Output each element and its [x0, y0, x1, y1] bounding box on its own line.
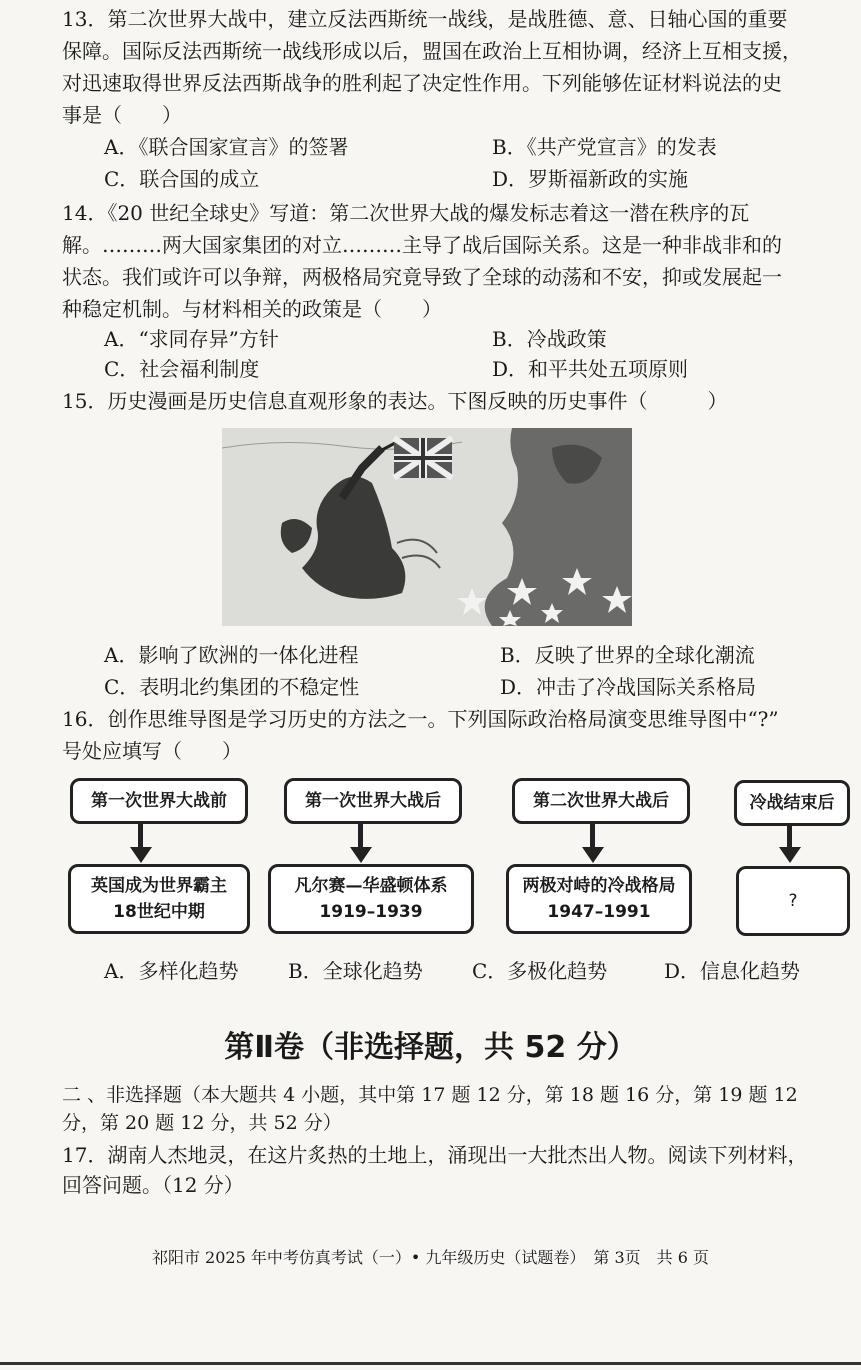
mindmap-arrow-3 [590, 821, 595, 849]
mindmap-top-label-3: 第二次世界大战后 [533, 791, 669, 811]
q14-option-c: C．社会福利制度 [104, 357, 260, 381]
bottom-border [0, 1362, 861, 1365]
mindmap-bottom-box-3 [506, 864, 692, 934]
q17-line-1: 17．湖南人杰地灵，在这片炙热的土地上，涌现出一大批杰出人物。阅读下列材料， [62, 1143, 808, 1167]
mindmap-bottom-box-2 [268, 864, 474, 934]
mindmap-bottom-label-2a: 凡尔赛—华盛顿体系 [294, 876, 448, 896]
q13-line-2: 保障。国际反法西斯统一战线形成以后，盟国在政治上互相协调，经济上互相支援， [62, 39, 802, 63]
q13-option-b: B．《共产党宣言》的发表 [492, 135, 717, 159]
mindmap-bottom-label-3b: 1947–1991 [547, 902, 651, 922]
section-2-intro-line-1: 二 、非选择题（本大题共 4 小题，其中第 17 题 12 分，第 18 题 16 分，第 19 题 12 [62, 1084, 798, 1106]
brexit-cartoon-image [222, 428, 632, 626]
q15-option-b: B．反映了世界的全球化潮流 [500, 643, 755, 667]
mindmap-unknown-label: ? [788, 891, 798, 911]
mindmap-arrowhead-1 [130, 847, 152, 863]
mindmap-top-label-4: 冷战结束后 [749, 793, 835, 813]
mindmap-top-label-2: 第一次世界大战后 [305, 791, 441, 811]
q15-option-c: C．表明北约集团的不稳定性 [104, 675, 360, 699]
q13-line-4: 事是（ ） [62, 103, 182, 127]
mindmap-arrow-1 [138, 821, 143, 849]
mindmap-arrow-2 [358, 821, 363, 849]
mindmap-top-box-1 [70, 778, 248, 824]
mindmap-bottom-label-1a: 英国成为世界霸主 [91, 876, 227, 896]
q14-line-1: 14．《20 世纪全球史》写道：第二次世界大战的爆发标志着这一潜在秩序的瓦 [62, 201, 750, 225]
q13-line-3: 对迅速取得世界反法西斯战争的胜利起了决定性作用。下列能够佐证材料说法的史 [62, 71, 782, 95]
cartoon-drawing [222, 428, 632, 626]
q15-line-1: 15．历史漫画是历史信息直观形象的表达。下图反映的历史事件（ ） [62, 389, 728, 413]
mindmap-arrowhead-3 [582, 847, 604, 863]
q16-option-a: A．多样化趋势 [104, 959, 239, 983]
section-2-title: 第Ⅱ卷（非选择题，共 52 分） [224, 1030, 637, 1065]
q14-line-3: 状态。我们或许可以争辩，两极格局究竟导致了全球的动荡和不安，抑或发展起一 [62, 265, 782, 289]
q16-line-1: 16．创作思维导图是学习历史的方法之一。下列国际政治格局演变思维导图中“?” [62, 707, 779, 731]
q15-option-a: A．影响了欧洲的一体化进程 [104, 643, 359, 667]
mindmap-bottom-label-1b: 18世纪中期 [113, 902, 205, 922]
mindmap-top-box-3 [512, 778, 690, 824]
mindmap-bottom-label-2b: 1919–1939 [319, 902, 423, 922]
mindmap-top-label-1: 第一次世界大战前 [91, 791, 227, 811]
mindmap-arrow-4 [787, 823, 792, 849]
q14-option-d: D．和平共处五项原则 [492, 357, 689, 381]
mindmap-top-box-2 [284, 778, 462, 824]
mindmap-bottom-label-3a: 两极对峙的冷战格局 [522, 876, 676, 896]
q16-line-2: 号处应填写（ ） [62, 739, 242, 763]
q13-option-a: A．《联合国家宣言》的签署 [104, 135, 349, 159]
q16-option-b: B．全球化趋势 [288, 959, 423, 983]
q14-option-b: B．冷战政策 [492, 327, 607, 351]
q14-line-4: 种稳定机制。与材料相关的政策是（ ） [62, 297, 442, 321]
q13-option-d: D．罗斯福新政的实施 [492, 167, 689, 191]
q14-line-2: 解。………两大国家集团的对立………主导了战后国际关系。这是一种非战非和的 [62, 233, 782, 257]
mindmap-bottom-box-4 [736, 866, 850, 936]
section-2-intro-line-2: 分，第 20 题 12 分，共 52 分） [62, 1112, 342, 1134]
q14-option-a: A．“求同存异”方针 [104, 327, 279, 351]
page-footer: 祁阳市 2025 年中考仿真考试（一）• 九年级历史（试题卷） 第 3页 共 6 页 [151, 1248, 710, 1267]
mindmap-arrowhead-4 [779, 847, 801, 863]
q13-option-c: C．联合国的成立 [104, 167, 260, 191]
mindmap-bottom-box-1 [68, 864, 250, 934]
q17-line-2: 回答问题。（12 分） [62, 1173, 244, 1197]
q13-line-1: 13．第二次世界大战中，建立反法西斯统一战线，是战胜德、意、日轴心国的重要 [62, 7, 788, 31]
q16-option-c: C．多极化趋势 [472, 959, 608, 983]
mindmap-top-box-4 [734, 780, 850, 826]
q15-option-d: D．冲击了冷战国际关系格局 [500, 675, 757, 699]
q16-option-d: D．信息化趋势 [664, 959, 801, 983]
mindmap-arrowhead-2 [350, 847, 372, 863]
